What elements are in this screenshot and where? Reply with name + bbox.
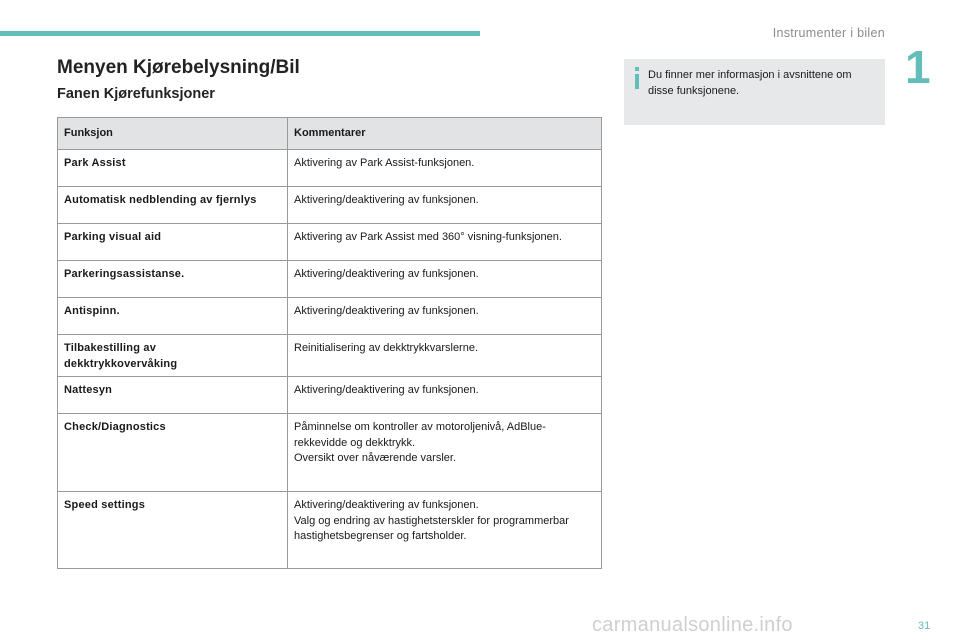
info-text: Du finner mer informasjon i avsnittene om disse funksjonene.	[648, 69, 852, 97]
function-cell: Tilbakestilling av dekktrykkovervåking	[58, 335, 288, 377]
function-cell: Parkeringsassistanse.	[58, 261, 288, 298]
function-cell: Speed settings	[58, 492, 288, 569]
info-icon	[632, 67, 642, 89]
column-header-comments: Kommentarer	[288, 118, 602, 150]
section-title: Instrumenter i bilen	[772, 26, 885, 40]
table-row	[58, 224, 602, 261]
table-row	[58, 492, 602, 569]
function-cell: Automatisk nedblending av fjernlys	[58, 187, 288, 224]
function-cell: Parking visual aid	[58, 224, 288, 261]
table-row	[58, 335, 602, 377]
comment-cell: Aktivering/deaktivering av funksjonen.	[288, 298, 602, 335]
column-header-function: Funksjon	[58, 118, 288, 150]
function-cell: Check/Diagnostics	[58, 414, 288, 492]
comment-cell: Aktivering/deaktivering av funksjonen.	[288, 187, 602, 224]
table-row	[58, 261, 602, 298]
watermark: carmanualsonline.info	[592, 614, 793, 636]
comment-cell: Påminnelse om kontroller av motoroljenivå, AdBlue-rekkevidde og dekktrykk. Oversikt over nåværende varsler.	[288, 414, 602, 492]
info-box	[624, 59, 885, 125]
table-row	[58, 298, 602, 335]
function-cell: Nattesyn	[58, 377, 288, 414]
header-accent-bar	[0, 31, 480, 36]
function-cell: Antispinn.	[58, 298, 288, 335]
page-number: 31	[918, 620, 931, 632]
table-row	[58, 414, 602, 492]
comment-cell: Aktivering/deaktivering av funksjonen. Valg og endring av hastighetsterskler for programmerbar hastighetsbegrenser og fartsholder.	[288, 492, 602, 569]
table-row	[58, 377, 602, 414]
page-title: Menyen Kjørebelysning/Bil	[57, 57, 300, 78]
table-header-row	[58, 118, 602, 150]
function-cell: Park Assist	[58, 150, 288, 187]
chapter-number: 1	[905, 41, 931, 93]
page-subtitle: Fanen Kjørefunksjoner	[57, 86, 215, 102]
table-row	[58, 187, 602, 224]
table-row	[58, 150, 602, 187]
comment-cell: Aktivering av Park Assist med 360° visning-funksjonen.	[288, 224, 602, 261]
comment-cell: Reinitialisering av dekktrykkvarslerne.	[288, 335, 602, 377]
comment-cell: Aktivering/deaktivering av funksjonen.	[288, 261, 602, 298]
comment-cell: Aktivering av Park Assist-funksjonen.	[288, 150, 602, 187]
functions-table	[57, 117, 602, 569]
comment-cell: Aktivering/deaktivering av funksjonen.	[288, 377, 602, 414]
